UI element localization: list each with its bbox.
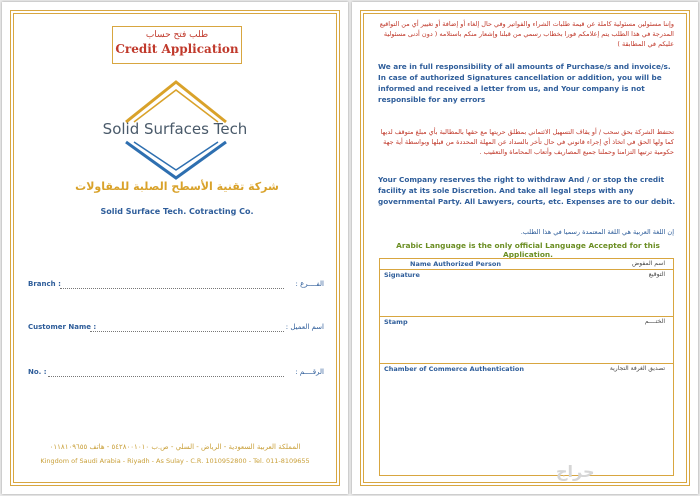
watermark-logo: حراج: [556, 462, 595, 481]
number-label: No. :: [28, 368, 47, 376]
number-line: [48, 376, 284, 377]
authorized-person-row[interactable]: [380, 259, 673, 270]
stamp-row[interactable]: [380, 317, 673, 364]
branch-line: [60, 288, 284, 289]
footer-address-arabic: المملكة العربية السعودية - الرياض - السلي - ص.ب ٥٤٢٨٠٠١٠١٠ - هاتف ٠١١٨١٠٩٦٥٥: [49, 443, 301, 451]
left-page: [2, 2, 348, 494]
customer-name-field[interactable]: [28, 323, 324, 335]
stamp-label-arabic: الختــــم: [644, 318, 665, 325]
chamber-authentication-label-arabic: تصديق الغرفة التجارية: [609, 365, 665, 372]
customer-name-label: Customer Name :: [28, 323, 97, 331]
signature-table: [379, 258, 674, 476]
customer-name-label-arabic: اسم العميل :: [285, 323, 324, 331]
number-label-arabic: الرقــــم :: [295, 368, 324, 376]
branch-label: Branch :: [28, 280, 61, 288]
responsibility-text-arabic: وإننا مسئولين مسئولية كاملة عن قيمة طلبات الشراء والفواتير وفي حال إلغاء أو إضافة أو تغيير أي من التواقيع المدرجة في هذا الطلب يتم إعلامكم فورا بخطاب رسمي من قبلنا وإشعار منكم باستلامه ( دون أدنى مسئولية عليكم في المطابقة ): [379, 20, 674, 48]
logo-wordmark: Solid Surfaces Tech: [102, 120, 248, 138]
withdraw-text-english: Your Company reserves the right to withdraw And / or stop the credit facility at its sole Discretion. And take all legal steps with any governmental Party. All Lawyers, courts, etc. Expenses are to our debit.: [378, 175, 676, 206]
company-name-english: Solid Surface Tech. Cotracting Co.: [100, 207, 254, 216]
language-note-arabic: إن اللغة العربية هي اللغة المعتمدة رسميا في هذا الطلب.: [520, 228, 674, 236]
authorized-person-label: Name Authorized Person: [410, 260, 502, 268]
signature-row[interactable]: [380, 270, 673, 317]
chamber-authentication-label: Chamber of Commerce Authentication: [384, 365, 524, 373]
company-name-arabic: شركة تقنية الأسطح الصلبة للمقاولات: [75, 180, 279, 193]
title-box: [112, 26, 242, 64]
title-arabic: طلب فتح حساب: [145, 30, 209, 40]
number-field[interactable]: [28, 368, 324, 380]
right-page: [352, 2, 698, 494]
footer-address-english: Kingdom of Saudi Arabia - Riyadh - As Sulay - C.R. 1010952800 - Tel. 011-8109655: [40, 457, 310, 465]
language-note-english: Arabic Language is the only official Language Accepted for this Application.: [396, 241, 660, 259]
chamber-authentication-row[interactable]: [380, 364, 673, 474]
branch-field[interactable]: [28, 280, 324, 292]
branch-label-arabic: الفــــرع :: [295, 280, 324, 288]
customer-name-line: [90, 331, 284, 332]
withdraw-text-arabic: تحتفظ الشركة بحق سحب / أو يقاف التسهيل الائتماني بمطلق حريتها مع حقها بالمطالبة بأي مبلغ متوقف لديها كما ولها الحق في اتخاذ أي إجراء قانوني في حال تأخر بالسداد عن المهلة المحددة من قبلها وبواسطة أية جهة حكومية ترتيها التزامنا وحملنا جميع المصاريف وأتعاب المحاماة والتعقيب .: [380, 128, 674, 156]
responsibility-text-english: We are in full responsibility of all amounts of Purchase/s and invoice/s. In case of authorized Signatures cancellation or addition, you will be informed and received a letter from us, and Your company is not responsible for any errors: [378, 62, 671, 104]
signature-label-arabic: التوقيع: [648, 271, 665, 278]
authorized-person-label-arabic: اسم المفوض: [632, 260, 665, 267]
stamp-label: Stamp: [384, 318, 408, 326]
signature-label: Signature: [384, 271, 420, 279]
title-english: Credit Application: [115, 42, 239, 56]
